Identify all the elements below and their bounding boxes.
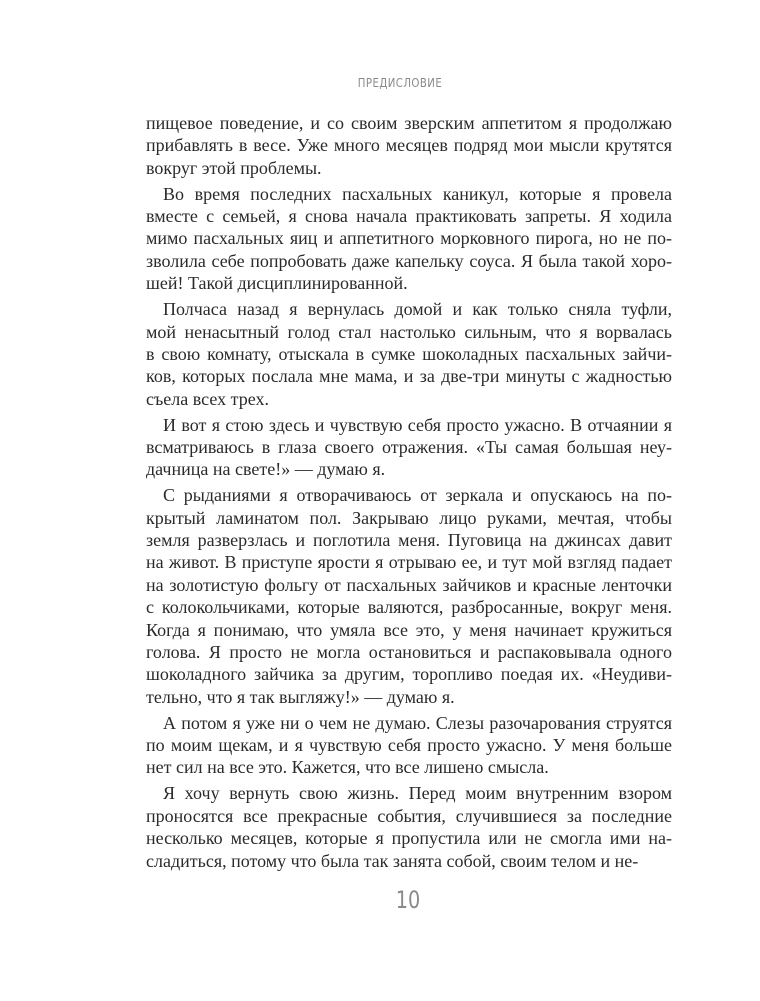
text-line: Я хочу вернуть свою жизнь. Перед моим внутренним взором bbox=[163, 783, 672, 804]
text-line: мимо пасхальных яиц и аппетитного морковного пирога, но не по- bbox=[146, 228, 672, 249]
text-line: вокруг этой проблемы. bbox=[146, 157, 322, 178]
page-number: 10 bbox=[395, 886, 421, 914]
text-line: земля разверзлась и поглотила меня. Пуговица на джинсах давит bbox=[146, 530, 672, 551]
text-line: Во время последних пасхальных каникул, которые я провела bbox=[163, 183, 672, 204]
running-head: ПРЕДИСЛОВИЕ bbox=[357, 76, 443, 90]
text-line: вместе с семьей, я снова начала практиковать запреты. Я ходила bbox=[146, 206, 672, 227]
paragraph bbox=[146, 782, 672, 872]
text-line: Полчаса назад я вернулась домой и как только сняла туфли, bbox=[163, 299, 672, 320]
text-line: шоколадного зайчика за другим, торопливо поедая их. «Неудиви- bbox=[146, 664, 672, 685]
text-line: тельно, что я так выгляжу!» — думаю я. bbox=[146, 686, 455, 707]
text-line: в свою комнату, отыскала в сумке шоколадных пасхальных зайчи- bbox=[146, 343, 672, 364]
text-line: голова. Я просто не могла остановиться и распаковывала одного bbox=[146, 641, 672, 662]
text-line: зволила себе попробовать даже капельку соуса. Я была такой хоро- bbox=[146, 250, 672, 271]
text-line: на живот. В приступе ярости я отрываю ее, и тут мой взгляд падает bbox=[146, 552, 672, 573]
text-line: по моим щекам, и я чувствую себя просто ужасно. У меня больше bbox=[146, 735, 672, 756]
paragraph bbox=[146, 414, 672, 481]
text-line: прибавлять в весе. Уже много месяцев подряд мои мысли крутятся bbox=[146, 135, 672, 156]
text-line: всматриваюсь в глаза своего отражения. «Ты самая большая неу- bbox=[146, 436, 672, 457]
text-line: С рыданиями я отворачиваюсь от зеркала и опускаюсь на по- bbox=[163, 485, 672, 506]
text-line: нет сил на все это. Кажется, что все лишено смысла. bbox=[146, 757, 549, 778]
paragraph bbox=[146, 484, 672, 708]
paragraph bbox=[146, 112, 672, 179]
text-line: И вот я стою здесь и чувствую себя просто ужасно. В отчаянии я bbox=[163, 414, 672, 435]
text-line: шей! Такой дисциплинированной. bbox=[146, 273, 408, 294]
paragraph bbox=[146, 183, 672, 295]
text-line: проносятся все прекрасные события, случившиеся за последние bbox=[146, 805, 672, 826]
text-line: Когда я понимаю, что умяла все это, у меня начинает кружиться bbox=[146, 619, 672, 640]
paragraph bbox=[146, 712, 672, 779]
text-line: мой ненасытный голод стал настолько сильным, что я ворвалась bbox=[146, 321, 672, 342]
text-line: на золотистую фольгу от пасхальных зайчиков и красные ленточки bbox=[146, 574, 672, 595]
text-line: А потом я уже ни о чем не думаю. Слезы разочарования струятся bbox=[163, 712, 672, 733]
body-text bbox=[146, 112, 672, 872]
paragraph bbox=[146, 298, 672, 410]
text-line: с колокольчиками, которые валяются, разбросанные, вокруг меня. bbox=[146, 597, 672, 618]
text-line: крытый ламинатом пол. Закрываю лицо руками, мечтая, чтобы bbox=[146, 507, 672, 528]
text-line: дачница на свете!» — думаю я. bbox=[146, 459, 386, 480]
text-line: несколько месяцев, которые я пропустила или не смогла ими на- bbox=[146, 828, 672, 849]
text-line: сладиться, потому что была так занята собой, своим телом и не- bbox=[146, 850, 639, 871]
text-line: съела всех трех. bbox=[146, 388, 269, 409]
text-line: пищевое поведение, и со своим зверским аппетитом я продолжаю bbox=[146, 113, 672, 133]
text-line: ков, которых послала мне мама, и за две-три минуты с жадностью bbox=[146, 366, 672, 387]
